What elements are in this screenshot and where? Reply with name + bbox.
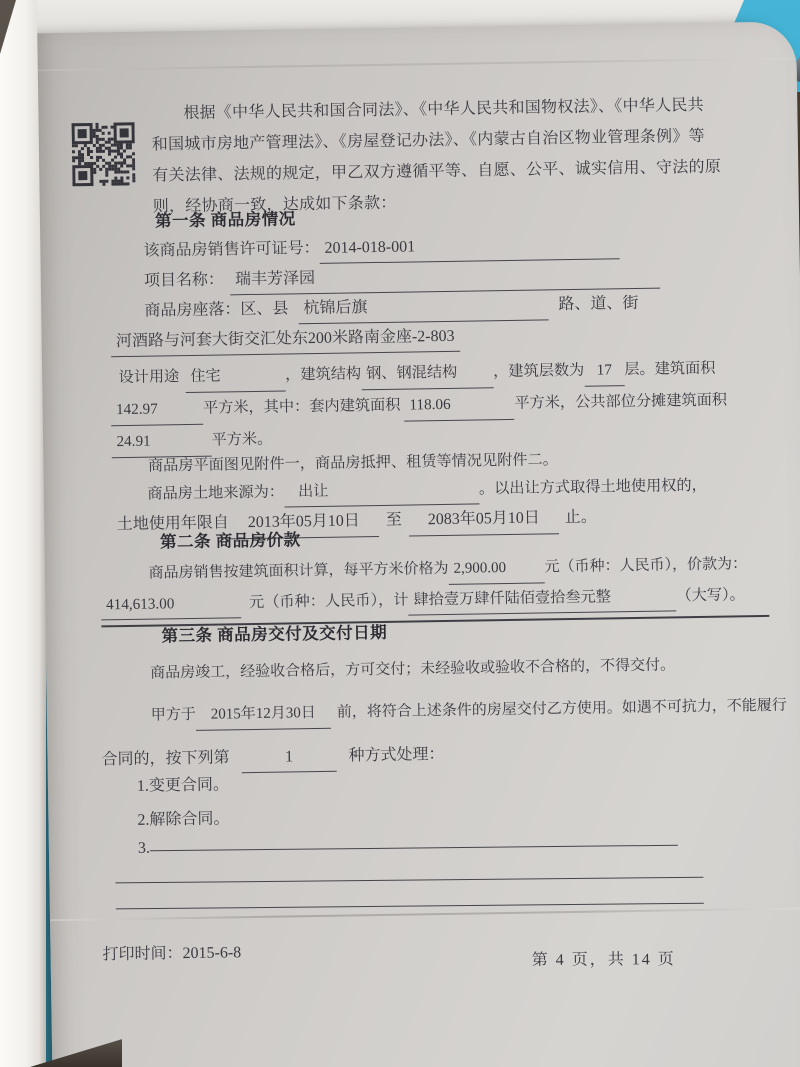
total-price-value: 414,613.00 [101, 588, 241, 620]
land-term-end: 2083年05月10日 [409, 503, 559, 536]
address-value: 河酒路与河套大街交汇处东200米路南金座-2-803 [111, 322, 460, 357]
gross-area-suffix: 平方米，其中：套内建筑面积 [202, 396, 401, 417]
unit-price-value: 2,900.00 [448, 553, 544, 585]
print-time-label: 打印时间： [102, 945, 183, 964]
preamble-line: 有关法律、法规的规定，甲乙双方遵循平等、自愿、公平、诚实信用、守法的原 [152, 158, 722, 185]
paper-crease [37, 57, 797, 71]
location-value: 杭锦后旗 [298, 290, 548, 324]
delivery-row [151, 691, 800, 731]
method-option-1: 1.变更合同。 [136, 776, 230, 795]
unit-price-suffix: 元（币种：人民币），价款为： [544, 556, 748, 576]
floors-label: ，建筑层数为 [493, 361, 585, 381]
shared-area-value: 24.91 [111, 425, 211, 459]
article2-title: 第二条 商品房价款 [159, 530, 301, 552]
method-option-2: 2.解除合同。 [137, 810, 230, 829]
method-number: 1 [241, 742, 336, 773]
delivery-label: 甲方于 [150, 706, 196, 724]
land-term-suffix: 止。 [564, 508, 597, 527]
land-term-mid: 至 [385, 511, 402, 529]
print-time-value: 2015-6-8 [182, 944, 242, 963]
print-time [102, 929, 800, 970]
structure-value: 钢、钢混结构 [361, 356, 493, 390]
shared-area-suffix: 平方米。 [211, 430, 273, 449]
page-indicator: 第 4 页，共 14 页 [531, 951, 676, 969]
land-source-value: 出让 [284, 474, 479, 507]
land-term-start: 2013年05月10日 [229, 506, 379, 539]
article2 [44, 517, 800, 628]
structure-label: ，建筑结构 [285, 365, 362, 384]
amount-in-words: 肆拾壹万肆仟陆佰壹拾叁元整 [408, 581, 676, 615]
total-price-suffix: （大写）。 [676, 586, 745, 605]
article1-title: 第一条 商品房情况 [154, 209, 296, 231]
license-label: 该商品房销售许可证号： [143, 239, 320, 260]
inner-area-value: 118.06 [404, 388, 514, 422]
floors-value: 17 [584, 354, 624, 387]
land-source-suffix: 。以出让方式取得土地使用权的， [478, 476, 707, 498]
acceptance-para: 商品房竣工，经验收合格后，方可交付；未经验收或验收不合格的，不得交付。 [150, 657, 676, 682]
land-source-label: 商品房土地来源为： [147, 483, 285, 503]
land-term-label: 土地使用年限自 [116, 514, 229, 534]
blank-rule [115, 877, 703, 884]
article1 [39, 196, 800, 358]
gross-area-value: 142.97 [111, 393, 203, 426]
preamble-line: 根据《中华人民共和国合同法》、《中华人民共和国物权法》、《中华人民共 [183, 96, 704, 123]
project-value: 瑞丰芳泽园 [230, 259, 660, 296]
project-label: 项目名称： [143, 271, 225, 290]
location-suffix: 路、道、街 [558, 294, 639, 314]
blank-rule [116, 903, 704, 910]
total-price-label: 元（币种：人民币），计 [248, 591, 409, 612]
attachments-note: 商品房平面图见附件一，商品房抵押、租赁等情况见附件二。 [147, 451, 559, 475]
delivery-suffix: 前，将符合上述条件的房屋交付乙方使用。如遇不可抗力，不能履行 [336, 697, 787, 721]
preamble-line: 和国城市房地产管理法》、《房屋登记办法》、《内蒙古自治区物业管理条例》等 [151, 127, 705, 154]
inner-area-suffix: 平方米，公共部位分摊建筑面积 [514, 391, 728, 412]
floors-suffix: 层。建筑面积 [624, 359, 716, 379]
option3-blank [150, 845, 678, 852]
article3 [45, 611, 800, 776]
license-value: 2014-018-001 [319, 229, 619, 264]
contract-page [36, 21, 800, 1067]
preamble-line: 则，经协商一致，达成如下条款： [152, 194, 397, 216]
page-stack-edge [0, 0, 46, 1067]
method-suffix: 种方式处理： [348, 746, 445, 765]
method-label: 合同的，按下列第 [101, 749, 230, 769]
usage-value: 住宅 [185, 359, 285, 393]
method-options [48, 761, 800, 912]
building-specs [41, 351, 800, 459]
unit-price-label: 商品房销售按建筑面积计算，每平方米价格为 [148, 560, 449, 582]
delivery-date: 2015年12月30日 [196, 699, 331, 731]
option3-label: 3. [137, 839, 151, 857]
article3-title: 第三条 商品房交付及交付日期 [161, 622, 388, 646]
location-label: 商品房座落：区、县 [144, 300, 289, 320]
usage-label: 设计用途 [118, 368, 180, 387]
page-footer [50, 929, 800, 1011]
